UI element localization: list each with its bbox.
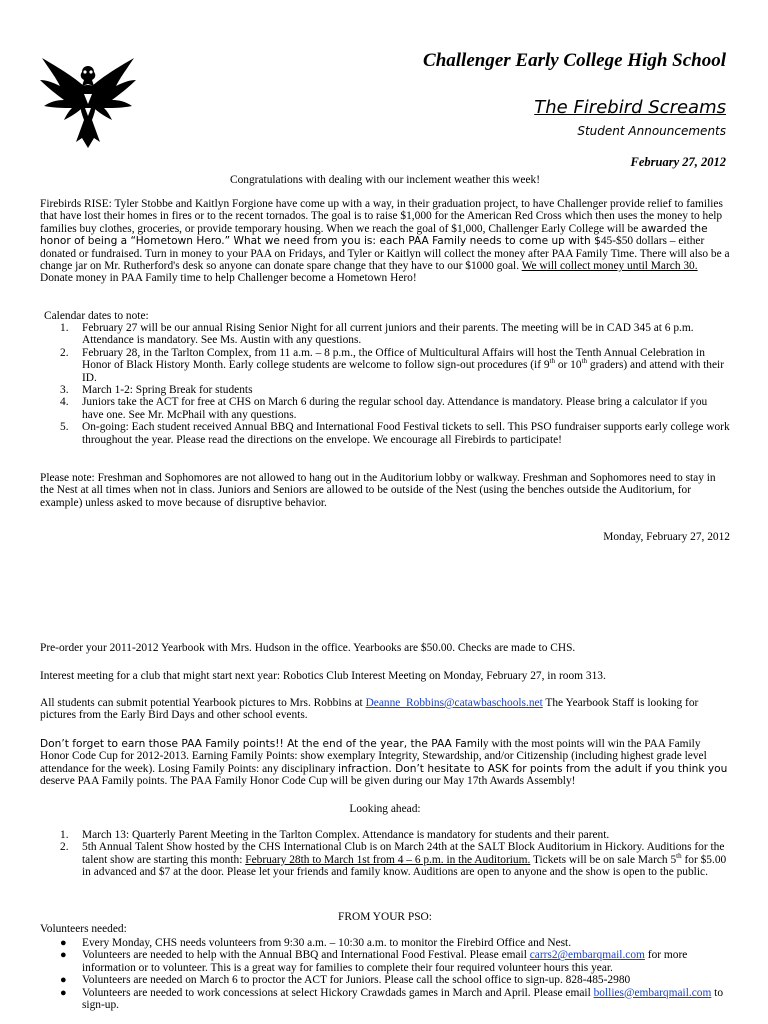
bullet-icon: ● <box>60 986 67 999</box>
item-number: 5. <box>60 421 69 434</box>
list-item <box>40 384 730 396</box>
item-text: Volunteers are needed to help with the Annual BBQ and International Food Festival. Please email <box>82 949 530 962</box>
yearbook-pictures-paragraph <box>40 697 730 722</box>
paa-text: y with the most points will win the PAA Family Honor Code Cup for 2012-2013. Earning Family Points: show exemplary Integrity, Stewardship, and/or Citizenship (including highest grade level attendance for the week). Losing Family Points: any disciplinary <box>40 738 707 775</box>
item-text: Juniors take the ACT for free at CHS on March 6 during the regular school day. Attendance is mandatory. Please bring a calculator if you have one. See Mr. McPhail with any questions. <box>82 396 708 421</box>
item-text: On-going: Each student received Annual BBQ and International Food Festival tickets to sell. This PSO fundraiser supports early college work throughout the year. Please read the directions on the envelope. We encourage all Firebirds to participate! <box>82 421 730 446</box>
item-text: February 28, in the Tarlton Complex, from 11 a.m. – 8 p.m., the Office of Multicultural Affairs will host the Tenth Annual Celebration in Honor of Black History Month. Early college students are welcome to follow sign-out procedures (if 9 <box>82 346 705 372</box>
calendar-list <box>40 322 730 446</box>
audition-dates: February 28th to March 1st from 4 – 6 p.m. in the Auditorium. <box>245 853 531 866</box>
yearbook-text: All students can submit potential Yearbook pictures to Mrs. Robbins at <box>40 697 366 709</box>
looking-ahead-list <box>40 829 730 879</box>
superscript: th <box>676 852 682 861</box>
list-item <box>40 829 730 841</box>
newsletter-subtitle: Student Announcements <box>577 124 726 138</box>
volunteer-list <box>40 937 730 1011</box>
superscript: th <box>581 357 588 366</box>
firebird-logo <box>38 50 138 150</box>
looking-ahead-heading: Looking ahead: <box>349 803 421 815</box>
item-number: 2. <box>60 841 69 854</box>
bullet-icon: ● <box>60 974 67 987</box>
item-number: 1. <box>60 829 69 841</box>
firebirds-rise-highlight: awarded the honor of being a “Hometown Hero.” What we need from you is: each PAA Family needs to come up with $ <box>40 222 708 248</box>
paa-text-2: deserve PAA Family points. The PAA Family Honor Code Cup will be given during our May 17th Awards Assembly! <box>40 775 576 788</box>
item-number: 3. <box>60 384 69 397</box>
second-date: Monday, February 27, 2012 <box>603 531 730 543</box>
pso-heading: FROM YOUR PSO: <box>338 911 432 923</box>
robotics-club-notice: Interest meeting for a club that might start next year: Robotics Club Interest Meeting on Monday, February 27, in room 313. <box>40 670 606 682</box>
robbins-email-link[interactable]: Deanne_Robbins@catawbaschools.net <box>365 697 543 709</box>
school-name: Challenger Early College High School <box>423 50 726 71</box>
item-number: 2. <box>60 346 69 359</box>
calendar-heading: Calendar dates to note: <box>44 310 149 322</box>
please-note-paragraph: Please note: Freshman and Sophomores are not allowed to hang out in the Auditorium lobby or walkway. Freshman and Sophomores need to stay in the Nest at all times when not in class. Juniors and Seniors are allowed to be outside of the Nest (using the benches outside the Auditorium, for example) unless asked to move because of disruptive behavior. <box>40 472 716 509</box>
list-item <box>40 974 730 986</box>
item-text: for more information or to volunteer. This is a great way for families to complete their four required volunteer hours this year. <box>82 949 688 974</box>
list-item <box>40 396 730 421</box>
item-text: Tickets will be on sale March 5 <box>530 853 677 866</box>
bullet-icon: ● <box>60 937 67 949</box>
list-item <box>40 949 730 974</box>
item-text: for $5.00 in advanced and $7 at the door. Please let your friends and family know. Auditions are open to anyone and the show is open to the public. <box>82 853 727 879</box>
intro-text: Congratulations with dealing with our inclement weather this week! <box>230 174 540 186</box>
carrs-email-link[interactable]: carrs2@embarqmail.com <box>529 949 645 962</box>
bollies-email-link[interactable]: bollies@embarqmail.com <box>593 986 712 999</box>
paa-text-sans: Don’t forget to earn those PAA Family points!! At the end of the year, the PAA Famil <box>40 738 483 750</box>
issue-date: February 27, 2012 <box>630 155 726 169</box>
paa-text-sans-2: infraction. Don’t hesitate to ASK for points from the adult if you think you <box>338 762 728 775</box>
list-item <box>40 421 730 446</box>
bullet-icon: ● <box>60 949 67 962</box>
list-item <box>40 987 730 1012</box>
item-number: 1. <box>60 322 69 334</box>
item-text: or 10 <box>555 359 582 372</box>
item-text: to sign-up. <box>82 986 724 1012</box>
firebirds-rise-paragraph <box>40 198 730 285</box>
list-item <box>40 322 730 347</box>
paa-points-paragraph <box>40 738 730 788</box>
newsletter-title: The Firebird Screams <box>534 97 726 118</box>
collection-deadline: We will collect money until March 30. <box>521 260 698 273</box>
item-number: 4. <box>60 396 69 409</box>
item-text: Volunteers are needed to work concessions at select Hickory Crawdads games in March and April. Please email <box>82 986 594 999</box>
item-text: 5th Annual Talent Show hosted by the CHS International Club is on March 24th at the SALT Block Auditorium in Hickory. Auditions for the talent show are starting this month: <box>82 841 725 866</box>
volunteers-heading: Volunteers needed: <box>40 923 127 935</box>
list-item <box>40 347 730 384</box>
yearbook-preorder: Pre-order your 2011-2012 Yearbook with Mrs. Hudson in the office. Yearbooks are $50.00. Checks are made to CHS. <box>40 642 576 654</box>
item-text: Every Monday, CHS needs volunteers from 9:30 a.m. – 10:30 a.m. to monitor the Firebird Office and Nest. <box>82 937 572 949</box>
item-text: Volunteers are needed on March 6 to proctor the ACT for Juniors. Please call the school office to sign-up. 828-485-2980 <box>82 974 631 987</box>
item-text: February 27 will be our annual Rising Senior Night for all current juniors and their parents. The meeting will be in CAD 345 at 6 p.m. Attendance is mandatory. See Ms. Austin with any questions. <box>82 322 694 347</box>
item-text: graders) and attend with their ID. <box>82 359 724 384</box>
yearbook-text-2: The Yearbook Staff is looking for pictures from the Early Bird Days and other school events. <box>40 697 699 722</box>
list-item <box>40 841 730 878</box>
firebirds-rise-text-2: 45-$50 dollars – either donated or fundraised. Turn in money to your PAA on Fridays, and Tyler or Kaitlyn will collect the money after PAA Family Time. There will also be a change jar on Mr. Rutherford's desk so anyone can donate spare change that they have to our $1000 goal. <box>40 235 730 273</box>
firebirds-rise-text-3: Donate money in PAA Family time to help Challenger become a Hometown Hero! <box>40 272 417 285</box>
list-item <box>40 937 730 949</box>
item-text: March 1-2: Spring Break for students <box>82 384 253 397</box>
item-text: March 13: Quarterly Parent Meeting in the Tarlton Complex. Attendance is mandatory for students and their parent. <box>82 829 610 841</box>
superscript: th <box>549 357 555 366</box>
firebirds-rise-text: Firebirds RISE: Tyler Stobbe and Kaitlyn Forgione have come up with a way, in their graduation project, to have Challenger provide relief to families that have lost their homes in fires or to the recent tornados. The goal is to raise $1,000 for the American Red Cross which then uses the money to help families buy clothes, groceries, or provide temporary housing. When we reach the goal of $1,000, Challenger Early College will be <box>40 198 723 235</box>
